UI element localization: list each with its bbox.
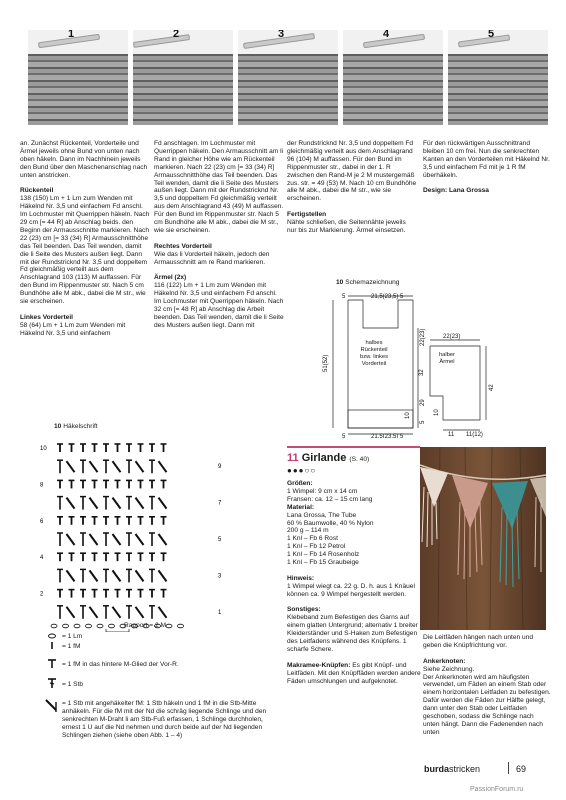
chart-combo-mark — [136, 461, 144, 472]
chart-combo-mark — [67, 607, 75, 618]
garland-photo — [420, 447, 546, 630]
left-front-cont-text: Fd anschlagen. Im Lochmuster mit Querrippen häkeln. Den Armausschnitt am li Rand in gleicher Höhe wie am Rückenteil markieren. Nach 22 (23) cm [= 33 (34) R] Armausschnitthöhe das Teil beenden. Das Teil wenden, damit die li Seite des Musters außen liegt. Dann mit der Rundstricknd Nr. 3,5 und doppeltem Fd gleichmäßig verteilt aus dem Anschlagrand 43 (49) M auffassen. Für den Bund im Rippenmuster str. Nach 5 cm Bundhöhe alle M abk., dabei die M str., wie sie erscheinen. — [154, 140, 284, 234]
schema-dim-top-right: 5 — [400, 294, 404, 300]
chart-combo-mark — [159, 570, 167, 581]
schema-dim-bottom-left: 5 — [342, 434, 346, 438]
step-number: 4 — [383, 30, 390, 40]
legend-chain: = 1 Lm — [62, 633, 83, 640]
chart-combo-mark — [90, 607, 98, 618]
row-label-right: 7 — [218, 500, 222, 507]
chart-chain-mark — [74, 624, 80, 628]
step-photo-2 — [133, 30, 233, 125]
back-rib — [348, 410, 413, 428]
difficulty-dots-icon: ●●●○○ — [287, 466, 317, 475]
row-label-left: 2 — [40, 591, 44, 598]
step-number: 3 — [278, 30, 285, 40]
text-column-4 — [423, 140, 553, 195]
design-label: Design: — [423, 187, 448, 195]
project-title — [287, 452, 369, 464]
legend-dc: = 1 Stb — [62, 681, 84, 688]
chart-combo-mark — [90, 461, 98, 472]
text-column-1 — [20, 140, 150, 346]
row-label-right: 9 — [218, 464, 222, 471]
row-label-right: 3 — [218, 573, 222, 580]
chart-combo-mark — [159, 461, 167, 472]
schema-sleeve-cuff: 10 — [434, 409, 440, 416]
project-page-ref: (S. 40) — [349, 456, 370, 463]
step-number: 2 — [173, 30, 180, 40]
schema-dim-top-left: 5 — [342, 294, 346, 300]
row-label-left: 8 — [40, 482, 44, 489]
sleeve-cont-text: der Rundstricknd Nr. 3,5 und doppeltem Fd gleichmäßig verteilt aus dem Anschlagrand 96 (104) M auffassen. Für den Bund im Rippenmuster str., dabei in der 1. R zwischen den Rand-M je 2 M mustergemäß zus. str. = 49 (53) M. Nach 10 cm Bundhöhe alle M abk., dabei die M str., wie sie erscheinen. — [287, 140, 417, 203]
photo-caption: Die Leitfäden hängen nach unten und geben die Knüpfrichtung vor. — [423, 634, 533, 649]
chart-combo-mark — [113, 461, 121, 472]
knot-text: Es gibt Knüpf- und Leitfäden. Mit den Knüpffäden werden andere Fäden umschlungen und aufgeknotet. — [287, 661, 421, 685]
chart-combo-mark — [113, 570, 121, 581]
project-name: Girlande — [301, 452, 347, 464]
chart-number: 10 — [54, 423, 62, 430]
schema-dim-side: 51(52) — [323, 354, 329, 372]
caption-column — [423, 634, 551, 745]
garland-illustration — [420, 447, 546, 630]
schema-sleeve-top: 22(23) — [443, 334, 461, 340]
brand-bold: burda — [424, 764, 450, 774]
chart-combo-mark — [136, 498, 144, 509]
schema-sleeve-bottom-left: 11 — [448, 432, 455, 438]
chart-combo-mark — [159, 534, 167, 545]
chart-chain-mark — [166, 624, 172, 628]
section-heading: Hinweis: — [287, 574, 315, 582]
section-heading: Rückenteil — [20, 187, 54, 195]
schema-dim-top-mid: 21,5(23,5) — [371, 294, 399, 300]
left-front-text: 58 (64) Lm + 1 Lm zum Wenden mit Häkelnd Nr. 3,5 und einfachem — [20, 321, 126, 337]
design-value: Lana Grossa — [449, 187, 489, 195]
chain-icon — [49, 634, 56, 638]
back-text: 138 (150) Lm + 1 Lm zum Wenden mit Häkelnd Nr. 3,5 und einfachem Fd anschl. Im Lochmuster mit Querrippen häkeln. Nach 29 cm [= 44 R] ab Anschlag beids. den Beginn der Armausschnitte markieren. Nach 22 (23) cm [= 33 (34) R] Armausschnitthöhe das Teil beenden. Das Teil wenden, damit die li Seite des Musters außen liegt. Dann mit der Rundstricknd Nr. 3,5 und doppeltem Fd gleichmäßig verteilt aus dem Anschlagrand 103 (113) M auffassen. Für den Bund im Rippenmuster str. Nach 5 cm Bundhöhe alle M abk., dabei die M str., wie sie erscheinen. — [20, 195, 150, 306]
section-heading: Linkes Vorderteil — [20, 313, 74, 321]
chart-combo-mark — [113, 607, 121, 618]
chart-chain-mark — [63, 624, 69, 628]
section-heading: Fertigstellen — [287, 211, 327, 219]
anchor-see: Siehe Zeichnung. — [423, 665, 475, 673]
schema-sleeve-side: 42 — [489, 384, 495, 391]
chart-combo-mark — [90, 498, 98, 509]
page-number: 69 — [516, 764, 527, 774]
size-text: 1 Wimpel: 9 cm x 14 cm Fransen: ca. 12 – 15 cm lang — [287, 487, 373, 503]
step-photo-5 — [448, 30, 548, 125]
anchor-text: Der Ankerknoten wird am häufigsten verwendet, um Fäden an einem Stab oder einem horizontalen Leitfaden zu befestigen. Dafür werden die Fäden zur Hälfte gelegt, dann unter den Stab oder Leitfaden geschoben, sodass die Schlinge nach unten hängt. Dann die Fadenenden nach unten — [423, 673, 551, 736]
chart-label: Häkelschrift — [63, 423, 98, 430]
step-number: 5 — [488, 30, 495, 40]
chart-combo-mark — [113, 534, 121, 545]
chart-combo-mark — [159, 607, 167, 618]
text-column-2 — [154, 140, 284, 338]
schema-heading — [336, 279, 399, 287]
legend-sc: = 1 fM — [62, 643, 81, 650]
footer-divider — [508, 762, 509, 774]
chart-combo-mark — [67, 534, 75, 545]
project-number: 11 — [287, 452, 299, 464]
legend-dc-combo: = 1 Stb mit angehäkelter fM: 1 Stb häkeln und 1 fM in die Stb-Mitte anhäkeln. Für die fM mit der Nd die schräg liegende Schlinge und den senkrechten M-Draht li am Stb-Fuß erfassen, 1 Schlinge durchholen, ernest 1 U auf die Nd nehmen und durch beide auf der Nd liegenden Schlingen ziehen (siehe oben Abb. 1 – 4) — [62, 700, 267, 739]
chart-combo-mark — [67, 498, 75, 509]
row-label-left: 10 — [40, 446, 47, 452]
watermark: PassionForum.ru — [470, 786, 524, 793]
back-label: halbes Rückenteil bzw. linkes Vorderteil — [359, 340, 389, 367]
chart-chain-mark — [178, 624, 184, 628]
row-label-left: 6 — [40, 518, 44, 525]
right-front-text: Wie das li Vorderteil häkeln, jedoch den Armausschnitt am re Rand markieren. — [154, 250, 270, 266]
chart-combo-mark — [136, 607, 144, 618]
section-heading: Makramee-Knüpfen: — [287, 661, 351, 669]
step-photo-4 — [343, 30, 443, 125]
section-heading: Material: — [287, 503, 315, 511]
chart-combo-mark — [90, 534, 98, 545]
chart-heading — [54, 423, 98, 431]
schema-label: Schemazeichnung — [345, 279, 400, 286]
chart-combo-mark — [113, 498, 121, 509]
chart-chain-mark — [86, 624, 92, 628]
finishing-text: Nähte schließen, die Seitennähte jeweils nur bis zur Markierung. Ärmel einsetzen. — [287, 219, 406, 234]
step-photo-3 — [238, 30, 338, 125]
project-text — [287, 480, 422, 693]
chart-combo-mark — [136, 570, 144, 581]
brand-light: stricken — [449, 764, 481, 774]
intro-text: an. Zunächst Rückenteil, Vorderteile und Ärmel jeweils ohne Bund von unten nach oben häkeln. Dann im Nachhinein jeweils den Bund über den Maschenanschlag nach unten anstricken. — [20, 140, 148, 179]
schema-dim-bottom-right: 5 — [400, 434, 404, 438]
step-photo-1 — [28, 30, 128, 125]
text-column-3 — [287, 140, 417, 243]
sleeve-label: halber Ärmel — [438, 352, 456, 365]
sleeve-text: 116 (122) Lm + 1 Lm zum Wenden mit Häkelnd Nr. 3,5 und einfachem Fd anschl. Im Lochmuster mit Querrippen häkeln. Nach 32 cm [= 48 R] ab Anschlag die Arbeit beenden. Das Teil wenden, damit die li Seite des Musters außen liegt. Dann mit — [154, 282, 284, 329]
chart-chain-mark — [97, 624, 103, 628]
crochet-chart — [38, 432, 238, 632]
row-label-right: 1 — [218, 609, 222, 616]
dc-with-sc-icon — [46, 700, 56, 710]
schema-dim-inner-top: 22(23) — [420, 328, 426, 346]
schema-number: 10 — [336, 279, 344, 286]
schema-dim-inner-bottom: 29 — [420, 399, 426, 406]
chart-combo-mark — [159, 498, 167, 509]
section-heading: Größen: — [287, 480, 313, 487]
chart-chain-mark — [51, 624, 57, 628]
chart-chain-mark — [109, 624, 115, 628]
section-rule — [287, 446, 420, 448]
schema-dim-5: 5 — [420, 420, 426, 424]
footer-brand — [424, 764, 480, 774]
chart-combo-mark — [67, 461, 75, 472]
legend-sc-back: = 1 fM in das hintere M-Glied der Vor-R. — [62, 661, 179, 668]
schema-dim-10: 10 — [405, 412, 411, 419]
row-label-right: 5 — [218, 537, 222, 543]
rapport-label: Rapport = 2 M — [124, 622, 166, 629]
finishing-cont-text: Für den rückwärtigen Ausschnittrand bleiben 10 cm frei. Nun die senkrechten Kanten an den Vorderteilen mit Häkelnd Nr. 3,5 und einfachem Fd mit je 1 R fM überhäkeln. — [423, 140, 550, 179]
hint-text: 1 Wimpel wiegt ca. 22 g. D. h. aus 1 Knäuel können ca. 9 Wimpel hergestellt werden. — [287, 582, 415, 598]
chart-combo-mark — [67, 570, 75, 581]
section-heading: Ärmel (2x) — [154, 274, 187, 282]
chart-combo-mark — [136, 534, 144, 545]
row-label-left: 4 — [40, 555, 44, 562]
double-crochet-icon — [50, 683, 54, 684]
section-heading: Sonstiges: — [287, 606, 321, 614]
schema-dim-bottom-mid: 21,5(23,5) — [371, 434, 399, 438]
chart-combo-mark — [90, 570, 98, 581]
material-text: Lana Grossa, The Tube 60 % Baumwolle, 40 % Nylon 200 g – 114 m 1 Knl – Fb 6 Rost 1 Knl – Fb 12 Petrol 1 Knl – Fb 14 Rosenholz 1 Knl – Fb 15 Graubeige — [287, 511, 374, 567]
other-text: Klebeband zum Befestigen des Garns auf einem glatten Untergrund; alternativ 1 breiter Kleiderständer und S-Haken zum Befestigen des Leitfadens während des Knüpfens. 1 scharfe Schere. — [287, 614, 418, 653]
schema-sleeve-height: 32 — [419, 369, 425, 376]
section-heading: Rechtes Vorderteil — [154, 242, 212, 250]
section-heading: Ankerknoten: — [423, 657, 466, 665]
step-number: 1 — [68, 30, 75, 40]
schema-sleeve-bottom-right: 11(12) — [466, 432, 483, 438]
